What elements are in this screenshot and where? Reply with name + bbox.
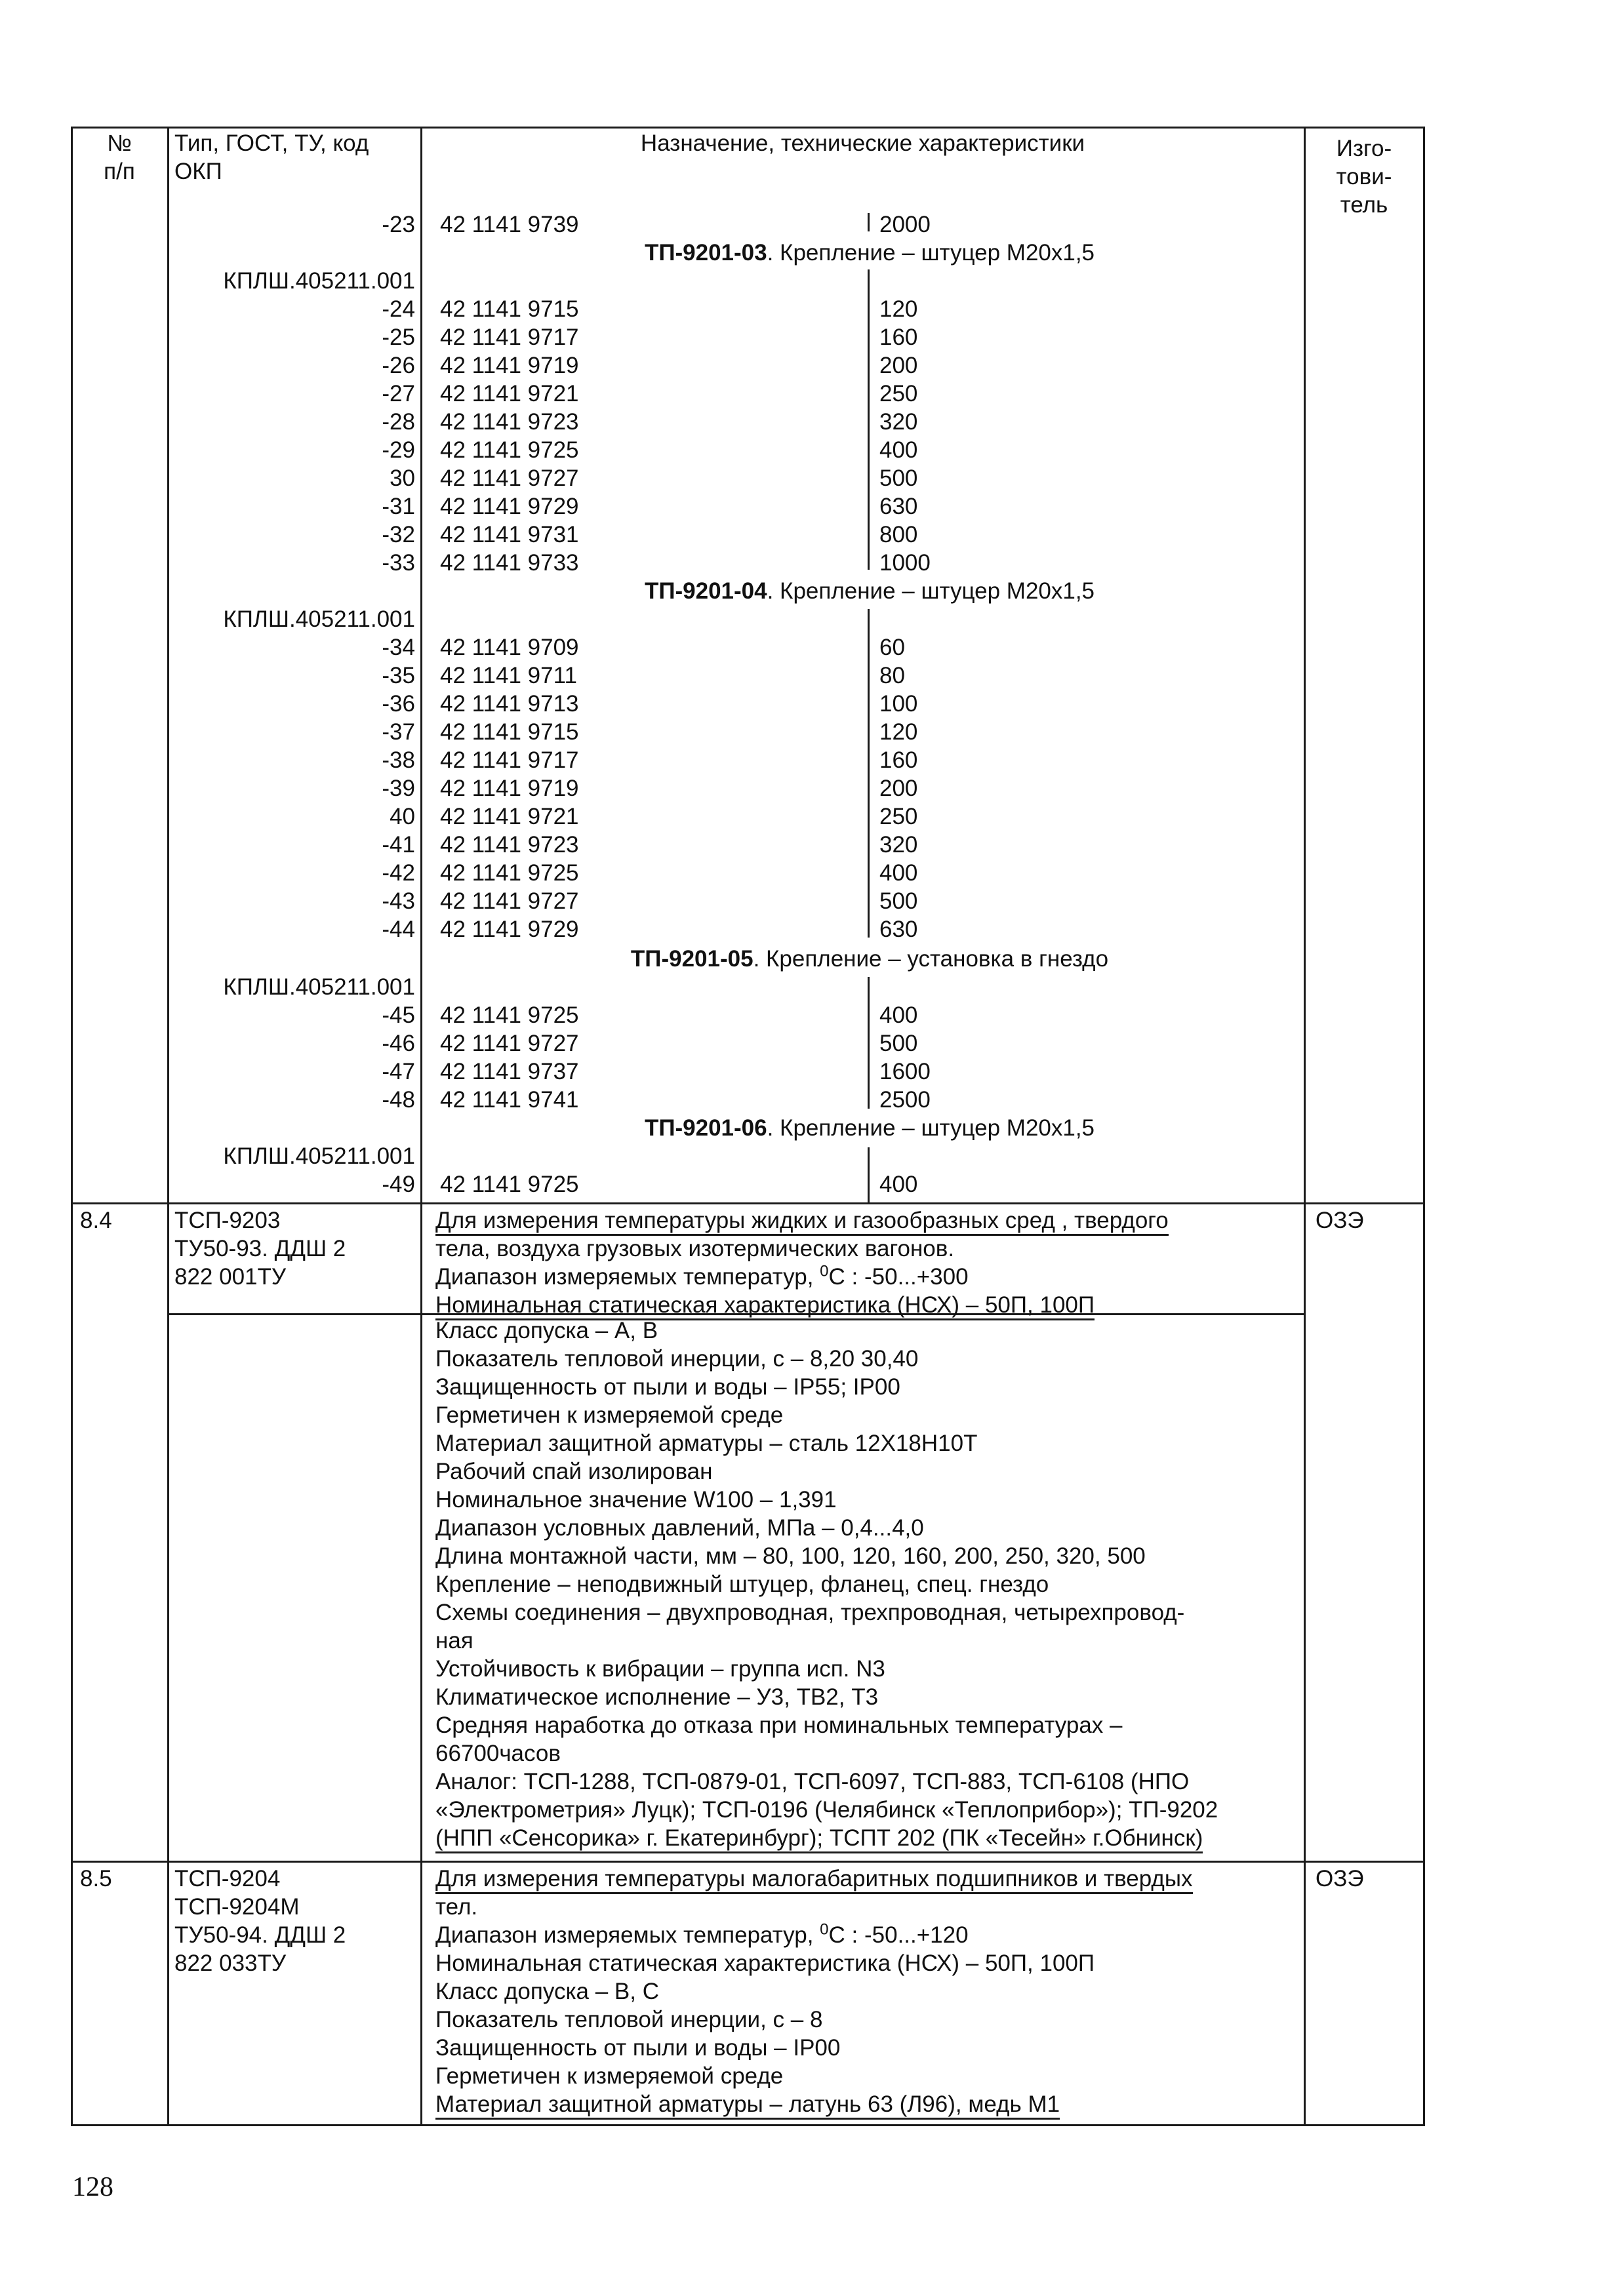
variant-okp-code: 42 1141 9715 xyxy=(440,719,579,745)
variant-okp-code: 42 1141 9733 xyxy=(440,550,579,576)
entry-8-4-spec-line: «Электрометрия» Луцк); ТСП-0196 (Челябинск «Теплоприбор»); ТП-9202 xyxy=(435,1797,1218,1823)
variant-length: 400 xyxy=(879,437,918,463)
column-rule-num xyxy=(167,127,169,2126)
variant-suffix: -41 xyxy=(382,832,415,858)
separator-block5 xyxy=(868,1147,870,1202)
variant-okp-code: 42 1141 9729 xyxy=(440,917,579,942)
block-title-03 xyxy=(440,239,1299,267)
header-col-maker: тель xyxy=(1340,192,1388,218)
variant-length: 800 xyxy=(879,522,918,547)
variant-length: 320 xyxy=(879,409,918,435)
variant-suffix: -25 xyxy=(382,325,415,350)
entry-8-4-analog-last-line: (НПП «Сенсорика» г. Екатеринбург); ТСПТ 202 (ПК «Тесейн» г.Обнинск) xyxy=(435,1824,1203,1853)
entry-8-4-spec-line: ная xyxy=(435,1628,473,1653)
variant-length: 80 xyxy=(879,663,905,688)
variant-length: 320 xyxy=(879,832,918,858)
variant-length: 1000 xyxy=(879,550,931,576)
header-col-num: № xyxy=(107,130,132,156)
table-border-left xyxy=(71,127,73,2126)
entry-8-5-spec-line: Номинальная статическая характеристика (НСХ) – 50П, 100П xyxy=(435,1950,1095,1976)
variant-okp-code: 42 1141 9725 xyxy=(440,437,579,463)
variant-okp-code: 42 1141 9725 xyxy=(440,860,579,886)
variant-suffix: -35 xyxy=(382,663,415,688)
variant-okp-code: 42 1141 9709 xyxy=(440,635,579,660)
variant-length: 500 xyxy=(879,1031,918,1056)
variant-suffix: -33 xyxy=(382,550,415,576)
variant-suffix: 40 xyxy=(390,804,415,829)
variant-suffix: -27 xyxy=(382,381,415,406)
mounting-description: . Крепление – штуцер М20х1,5 xyxy=(767,578,1095,604)
variant-okp-code: 42 1141 9729 xyxy=(440,494,579,519)
entry-8-4-spec-line: Материал защитной арматуры – сталь 12Х18Н10Т xyxy=(435,1431,978,1456)
entry-8-4-type: ТСП-9203 xyxy=(174,1208,281,1233)
entry-8-4-type: 822 001ТУ xyxy=(174,1264,287,1290)
variant-okp-code: 42 1141 9727 xyxy=(440,1031,579,1056)
variant-okp-code: 42 1141 9715 xyxy=(440,296,579,322)
entry-8-4-spec-line: Диапазон условных давлений, МПа – 0,4...4,0 xyxy=(435,1515,924,1541)
variant-okp-code: 42 1141 9717 xyxy=(440,325,579,350)
variant-suffix: -36 xyxy=(382,691,415,717)
variant-length: 120 xyxy=(879,719,918,745)
design-code: КПЛШ.405211.001 xyxy=(223,268,415,294)
variant-suffix: -24 xyxy=(382,296,415,322)
block-title-06 xyxy=(440,1114,1299,1142)
model-name: ТП-9201-03 xyxy=(644,240,767,266)
table-border-top xyxy=(71,127,1425,129)
variant-suffix: -39 xyxy=(382,776,415,801)
entry-8-4-purpose-line: Для измерения температуры жидких и газообразных сред , твердого xyxy=(435,1206,1169,1236)
model-name: ТП-9201-05 xyxy=(630,946,754,972)
entry-8-4-spec-line: Схемы соединения – двухпроводная, трехпроводная, четырехпровод- xyxy=(435,1600,1185,1625)
header-col-maker: Изго- xyxy=(1336,136,1392,161)
variant-length: 120 xyxy=(879,296,918,322)
variant-okp-code: 42 1141 9713 xyxy=(440,691,579,717)
design-code: КПЛШ.405211.001 xyxy=(223,606,415,632)
variant-length: 400 xyxy=(879,860,918,886)
column-rule-purpose xyxy=(1304,127,1306,2126)
variant-okp-code: 42 1141 9721 xyxy=(440,381,579,406)
entry-8-4-nsh: Номинальная статическая характеристика (НСХ) – 50П, 100П xyxy=(435,1291,1095,1320)
variant-okp-code: 42 1141 9723 xyxy=(440,409,579,435)
header-col-maker: тови- xyxy=(1336,164,1392,189)
spec-table xyxy=(71,127,1425,2126)
entry-8-5-spec-line: Герметичен к измеряемой среде xyxy=(435,2063,784,2089)
model-name: ТП-9201-04 xyxy=(644,578,767,604)
variant-okp-code: 42 1141 9727 xyxy=(440,465,579,491)
entry-8-5-type: 822 033ТУ xyxy=(174,1950,287,1976)
separator-block2 xyxy=(868,269,870,570)
variant-length: 630 xyxy=(879,917,918,942)
variant-suffix: -47 xyxy=(382,1059,415,1084)
model-name: ТП-9201-06 xyxy=(644,1115,767,1141)
entry-8-5-material: Материал защитной арматуры – латунь 63 (Л96), медь М1 xyxy=(435,2090,1060,2120)
variant-okp-code: 42 1141 9727 xyxy=(440,888,579,914)
variant-suffix: -28 xyxy=(382,409,415,435)
variant-length: 60 xyxy=(879,635,905,660)
entry-8-4-spec-line: Устойчивость к вибрации – группа исп. N3 xyxy=(435,1656,885,1682)
header-col-type-2: ОКП xyxy=(174,159,222,184)
separator-block3 xyxy=(868,609,870,938)
variant-okp-code: 42 1141 9741 xyxy=(440,1087,579,1113)
entry-8-4-purpose-line: тела, воздуха грузовых изотермических вагонов. xyxy=(435,1236,955,1261)
variant-suffix: -38 xyxy=(382,747,415,773)
variant-suffix: -23 xyxy=(382,212,415,237)
variant-length: 400 xyxy=(879,1172,918,1197)
variant-okp-code: 42 1141 9721 xyxy=(440,804,579,829)
variant-suffix: -32 xyxy=(382,522,415,547)
entry-8-4-spec-line: Климатическое исполнение – У3, ТВ2, Т3 xyxy=(435,1684,879,1710)
variant-okp-code: 42 1141 9739 xyxy=(440,212,579,237)
variant-okp-code: 42 1141 9737 xyxy=(440,1059,579,1084)
variant-okp-code: 42 1141 9719 xyxy=(440,776,579,801)
row-rule-8-4 xyxy=(71,1202,1425,1204)
variant-length: 2000 xyxy=(879,212,931,237)
variant-length: 200 xyxy=(879,776,918,801)
entry-8-5-purpose-line: Для измерения температуры малогабаритных подшипников и твердых xyxy=(435,1865,1193,1894)
entry-8-4-temperature-range: Диапазон измеряемых температур, $^0$С : -50...+300 xyxy=(435,1262,969,1290)
design-code: КПЛШ.405211.001 xyxy=(223,1143,415,1169)
variant-length: 160 xyxy=(879,747,918,773)
variant-suffix: -26 xyxy=(382,353,415,378)
variant-suffix: -29 xyxy=(382,437,415,463)
separator-block1 xyxy=(868,213,870,231)
header-col-num: п/п xyxy=(104,159,135,184)
header-col-type-1: Тип, ГОСТ, ТУ, код xyxy=(174,130,369,156)
header-col-purpose: Назначение, технические характеристики xyxy=(640,130,1085,156)
entry-8-4-spec-line: Длина монтажной части, мм – 80, 100, 120, 160, 200, 250, 320, 500 xyxy=(435,1543,1146,1569)
variant-suffix: -34 xyxy=(382,635,415,660)
entry-8-4-spec-line: Крепление – неподвижный штуцер, фланец, спец. гнездо xyxy=(435,1572,1049,1597)
variant-length: 160 xyxy=(879,325,918,350)
variant-okp-code: 42 1141 9723 xyxy=(440,832,579,858)
variant-suffix: 30 xyxy=(390,465,415,491)
mounting-description: . Крепление – штуцер М20х1,5 xyxy=(767,240,1095,266)
entry-8-5-type: ТСП-9204 xyxy=(174,1866,281,1891)
entry-8-4-spec-line: Средняя наработка до отказа при номинальных температурах – xyxy=(435,1712,1123,1738)
entry-8-5-purpose-line: тел. xyxy=(435,1894,478,1920)
variant-length: 1600 xyxy=(879,1059,931,1084)
variant-okp-code: 42 1141 9725 xyxy=(440,1002,579,1028)
entry-8-4-spec-line: Рабочий спай изолирован xyxy=(435,1459,713,1484)
entry-8-5-temperature-range: Диапазон измеряемых температур, $^0$С : -50...+120 xyxy=(435,1920,969,1948)
variant-okp-code: 42 1141 9719 xyxy=(440,353,579,378)
entry-8-4-type: ТУ50-93. ДДШ 2 xyxy=(174,1236,346,1261)
entry-8-5-number: 8.5 xyxy=(80,1866,112,1891)
page-number: 128 xyxy=(72,2172,113,2202)
variant-suffix: -43 xyxy=(382,888,415,914)
block-title-04 xyxy=(440,577,1299,605)
variant-okp-code: 42 1141 9711 xyxy=(440,663,577,688)
entry-8-4-spec-line: 66700часов xyxy=(435,1741,561,1766)
variant-okp-code: 42 1141 9717 xyxy=(440,747,579,773)
entry-8-4-spec-line: Герметичен к измеряемой среде xyxy=(435,1402,784,1428)
entry-8-4-spec-line: Аналог: ТСП-1288, ТСП-0879-01, ТСП-6097, ТСП-883, ТСП-6108 (НПО xyxy=(435,1769,1190,1794)
column-rule-type xyxy=(420,127,422,2126)
table-border-bottom xyxy=(71,2124,1425,2126)
entry-8-5-spec-line: Показатель тепловой инерции, с – 8 xyxy=(435,2007,823,2032)
entry-8-4-spec-line: Класс допуска – А, В xyxy=(435,1318,658,1343)
variant-length: 2500 xyxy=(879,1087,931,1113)
variant-length: 250 xyxy=(879,381,918,406)
variant-okp-code: 42 1141 9725 xyxy=(440,1172,579,1197)
variant-length: 250 xyxy=(879,804,918,829)
row-rule-8-5 xyxy=(71,1861,1425,1863)
variant-length: 400 xyxy=(879,1002,918,1028)
entry-8-5-type: ТУ50-94. ДДШ 2 xyxy=(174,1922,346,1948)
entry-8-4-spec-line: Показатель тепловой инерции, с – 8,20 30,40 xyxy=(435,1346,919,1372)
design-code: КПЛШ.405211.001 xyxy=(223,974,415,1000)
table-border-right xyxy=(1423,127,1425,2126)
entry-8-5-spec-line: Класс допуска – В, С xyxy=(435,1979,659,2004)
variant-length: 100 xyxy=(879,691,918,717)
variant-suffix: -48 xyxy=(382,1087,415,1113)
separator-block4 xyxy=(868,977,870,1109)
entry-8-4-spec-line: Защищенность от пыли и воды – IP55; IP00 xyxy=(435,1374,900,1400)
variant-okp-code: 42 1141 9731 xyxy=(440,522,579,547)
block-title-05 xyxy=(440,945,1299,973)
entry-8-5-manufacturer: ОЗЭ xyxy=(1316,1866,1364,1891)
variant-length: 500 xyxy=(879,465,918,491)
variant-suffix: -31 xyxy=(382,494,415,519)
variant-suffix: -49 xyxy=(382,1172,415,1197)
entry-8-4-manufacturer: ОЗЭ xyxy=(1316,1208,1364,1233)
variant-suffix: -42 xyxy=(382,860,415,886)
entry-8-4-spec-line: Номинальное значение W100 – 1,391 xyxy=(435,1487,837,1513)
variant-suffix: -45 xyxy=(382,1002,415,1028)
mounting-description: . Крепление – установка в гнездо xyxy=(753,946,1109,972)
variant-suffix: -46 xyxy=(382,1031,415,1056)
entry-8-5-type: ТСП-9204М xyxy=(174,1894,300,1920)
variant-length: 200 xyxy=(879,353,918,378)
entry-8-4-number: 8.4 xyxy=(80,1208,112,1233)
entry-8-5-spec-line: Защищенность от пыли и воды – IP00 xyxy=(435,2035,841,2061)
mounting-description: . Крепление – штуцер М20х1,5 xyxy=(767,1115,1095,1141)
variant-length: 500 xyxy=(879,888,918,914)
variant-length: 630 xyxy=(879,494,918,519)
variant-suffix: -37 xyxy=(382,719,415,745)
variant-suffix: -44 xyxy=(382,917,415,942)
